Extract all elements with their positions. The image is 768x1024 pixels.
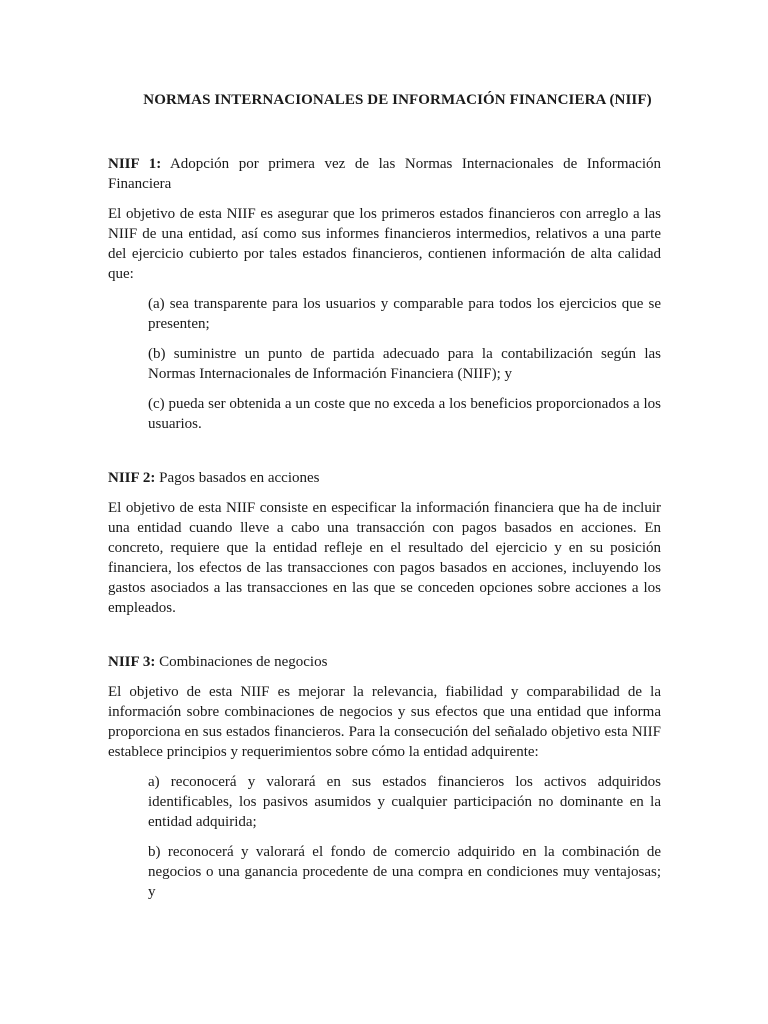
section-label: NIIF 1: <box>108 156 162 172</box>
document-page <box>108 90 661 936</box>
section-niif-2 <box>108 468 661 618</box>
list-item: (a) sea transparente para los usuarios y comparable para todos los ejercicios que se presenten; <box>148 296 661 332</box>
section-intro: El objetivo de esta NIIF es asegurar que los primeros estados financieros con arreglo a las NIIF de una entidad, así como sus informes financieros intermedios, relativos a una parte del ejercicio cubierto por tales estados financieros, contienen información de alta calidad que: <box>108 206 661 282</box>
section-label: NIIF 3: <box>108 654 156 670</box>
section-heading <box>108 652 661 672</box>
list-item: (c) pueda ser obtenida a un coste que no exceda a los beneficios proporcionados a los usuarios. <box>148 396 661 432</box>
section-title: Pagos basados en acciones <box>155 470 320 486</box>
section-title: Combinaciones de negocios <box>155 654 328 670</box>
section-intro: El objetivo de esta NIIF es mejorar la relevancia, fiabilidad y comparabilidad de la información sobre combinaciones de negocios y sus efectos que una entidad que informa proporciona en sus estados financieros. Para la consecución del señalado objetivo esta NIIF establece principios y requerimientos sobre cómo la entidad adquirente: <box>108 684 661 760</box>
section-title: Adopción por primera vez de las Normas Internacionales de Información Financiera <box>108 156 662 192</box>
section-label: NIIF 2: <box>108 470 156 486</box>
section-niif-1 <box>108 154 661 434</box>
list-item: b) reconocerá y valorará el fondo de comercio adquirido en la combinación de negocios o una ganancia procedente de una compra en condiciones muy ventajosas; y <box>148 844 661 900</box>
list-item: (b) suministre un punto de partida adecuado para la contabilización según las Normas Internacionales de Información Financiera (NIIF); y <box>148 346 661 382</box>
section-heading <box>108 154 661 194</box>
document-title: NORMAS INTERNACIONALES DE INFORMACIÓN FINANCIERA (NIIF) <box>143 92 652 108</box>
section-niif-3 <box>108 652 661 902</box>
section-intro: El objetivo de esta NIIF consiste en especificar la información financiera que ha de incluir una entidad cuando lleve a cabo una transacción con pagos basados en acciones. En concreto, requiere que la entidad refleje en el resultado del ejercicio y en su posición financiera, los efectos de las transacciones con pagos basados en acciones, incluyendo los gastos asociados a las transacciones en las que se conceden opciones sobre acciones a los empleados. <box>108 500 661 616</box>
section-heading <box>108 468 661 488</box>
list-item: a) reconocerá y valorará en sus estados financieros los activos adquiridos identificables, los pasivos asumidos y cualquier participación no dominante en la entidad adquirida; <box>148 774 661 830</box>
